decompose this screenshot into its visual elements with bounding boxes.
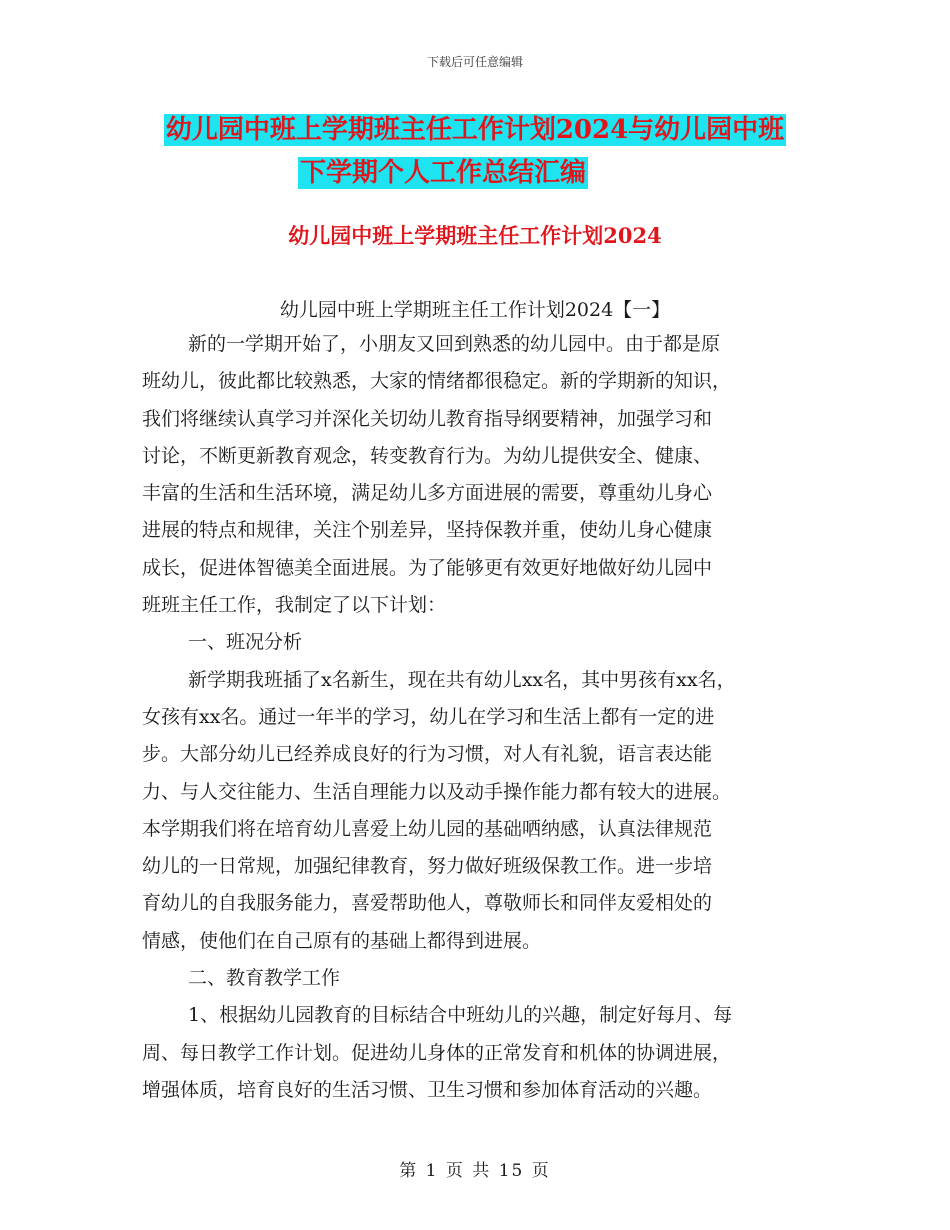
paragraph-line: 周、每日教学工作计划。促进幼儿身体的正常发育和机体的协调进展，: [142, 1041, 732, 1064]
paragraph-line: 1、根据幼儿园教育的目标结合中班幼儿的兴趣，制定好每月、每: [188, 1004, 733, 1027]
paragraph-line: 进展的特点和规律，关注个别差异，坚持保教并重，使幼儿身心健康: [142, 519, 713, 542]
body-text: [142, 326, 802, 1109]
paragraph-line: 丰富的生活和生活环境，满足幼儿多方面进展的需要，尊重幼儿身心: [142, 482, 713, 505]
paragraph-line: 新的一学期开始了，小朋友又回到熟悉的幼儿园中。由于都是原: [188, 333, 721, 355]
header-note: 下载后可任意编辑: [426, 55, 523, 69]
sub-title: 幼儿园中班上学期班主任工作计划2024: [288, 223, 662, 248]
paragraph-line: 增强体质，培育良好的生活习惯、卫生习惯和参加体育活动的兴趣。: [142, 1078, 713, 1101]
paragraph-line: 育幼儿的自我服务能力，喜爱帮助他人，尊敬师长和同伴友爱相处的: [142, 892, 713, 915]
paragraph-line: 情感，使他们在自己原有的基础上都得到进展。: [142, 929, 542, 952]
paragraph-line: 新学期我班插了x名新生，现在共有幼儿xx名，其中男孩有xx名，: [188, 668, 736, 691]
highlighted-title-text-1: 幼儿园中班上学期班主任工作计划2024与幼儿园中班: [165, 115, 785, 145]
paragraph-line: 本学期我们将在培育幼儿喜爱上幼儿园的基础哂纳感，认真法律规范: [142, 817, 713, 840]
paragraph-line: 班班主任工作，我制定了以下计划：: [142, 594, 447, 617]
heading-line: 一、班况分析: [188, 631, 303, 654]
paragraph-line: 成长，促进体智德美全面进展。为了能够更有效更好地做好幼儿园中: [142, 556, 713, 579]
main-title-line-2: [0, 153, 918, 193]
paragraph-line: 幼儿的一日常规，加强纪律教育，努力做好班级保教工作。进一步培: [142, 855, 713, 878]
paragraph-line: 女孩有xx名。通过一年半的学习，幼儿在学习和生活上都有一定的进: [142, 705, 715, 728]
highlighted-title-text-2: 下学期个人工作总结汇编: [299, 158, 586, 188]
paragraph-line: 班幼儿，彼此都比较熟悉，大家的情绪都很稳定。新的学期新的知识，: [142, 370, 732, 393]
page-footer: 第 1 页 共 15 页: [399, 1161, 551, 1181]
main-title-line-1: [0, 110, 950, 150]
paragraph-line: 我们将继续认真学习并深化关切幼儿教育指导纲要精神，加强学习和: [142, 407, 713, 430]
paragraph-line: 讨论，不断更新教育观念，转变教育行为。为幼儿提供安全、健康、: [142, 444, 713, 467]
heading-line: 二、教育教学工作: [188, 967, 341, 990]
paragraph-line: 力、与人交往能力、生活自理能力以及动手操作能力都有较大的进展。: [142, 780, 732, 803]
paragraph-line: 步。大部分幼儿已经养成良好的行为习惯，对人有礼貌，语言表达能: [142, 743, 713, 766]
section-title: 幼儿园中班上学期班主任工作计划2024【一】: [279, 299, 671, 321]
